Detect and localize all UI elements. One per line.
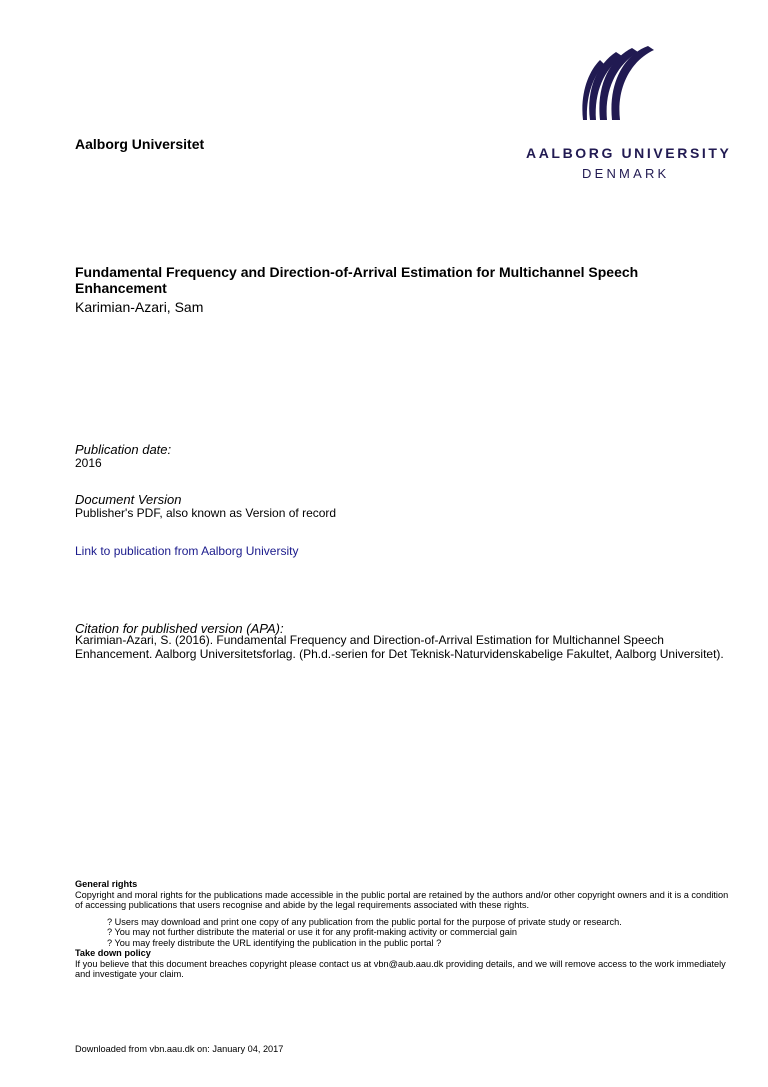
citation-label: Citation for published version (APA):: [75, 621, 284, 636]
publication-link[interactable]: Link to publication from Aalborg University: [75, 544, 299, 558]
list-item: ? You may freely distribute the URL identifying the publication in the public portal ?: [107, 937, 442, 948]
document-version-label: Document Version: [75, 492, 182, 507]
general-rights-text: Copyright and moral rights for the publications made accessible in the public portal are retained by the authors and/or other copyright owners and it is a condition of accessing publications that users recognise and abide by the legal requirements associated with these rights.: [75, 889, 729, 910]
general-rights-heading: General rights: [75, 879, 138, 889]
document-version-value: Publisher's PDF, also known as Version of record: [75, 506, 337, 520]
publication-date-label: Publication date:: [75, 442, 172, 457]
download-footer: Downloaded from vbn.aau.dk on: January 04, 2017: [75, 1044, 284, 1054]
wave-emblem-icon: [582, 44, 662, 122]
rights-section: [75, 879, 735, 980]
logo-country: DENMARK: [582, 166, 670, 181]
publication-date-value: 2016: [75, 456, 102, 470]
university-logo: [524, 44, 732, 184]
logo-wordmark: AALBORG UNIVERSITY: [526, 145, 732, 161]
takedown-heading: Take down policy: [75, 948, 151, 958]
list-item: ? Users may download and print one copy of any publication from the public portal for the purpose of private study or research.: [107, 916, 622, 927]
rights-list: [107, 917, 735, 949]
takedown-text: If you believe that this document breaches copyright please contact us at vbn@aub.aau.dk providing details, and we will remove access to the work immediately and investigate your claim.: [75, 958, 726, 979]
publication-title: Fundamental Frequency and Direction-of-Arrival Estimation for Multichannel Speech Enhancement: [75, 264, 639, 296]
list-item: ? You may not further distribute the material or use it for any profit-making activity or commercial gain: [107, 927, 518, 937]
author-name: Karimian-Azari, Sam: [75, 299, 204, 315]
publisher-name: Aalborg Universitet: [75, 136, 205, 152]
citation-text: Karimian-Azari, S. (2016). Fundamental Frequency and Direction-of-Arrival Estimation for Multichannel Speech Enhancement. Aalborg Universitetsforlag. (Ph.d.-serien for Det Teknisk-Naturvidenskabelige Fakultet, Aalborg Universitet).: [75, 633, 724, 661]
